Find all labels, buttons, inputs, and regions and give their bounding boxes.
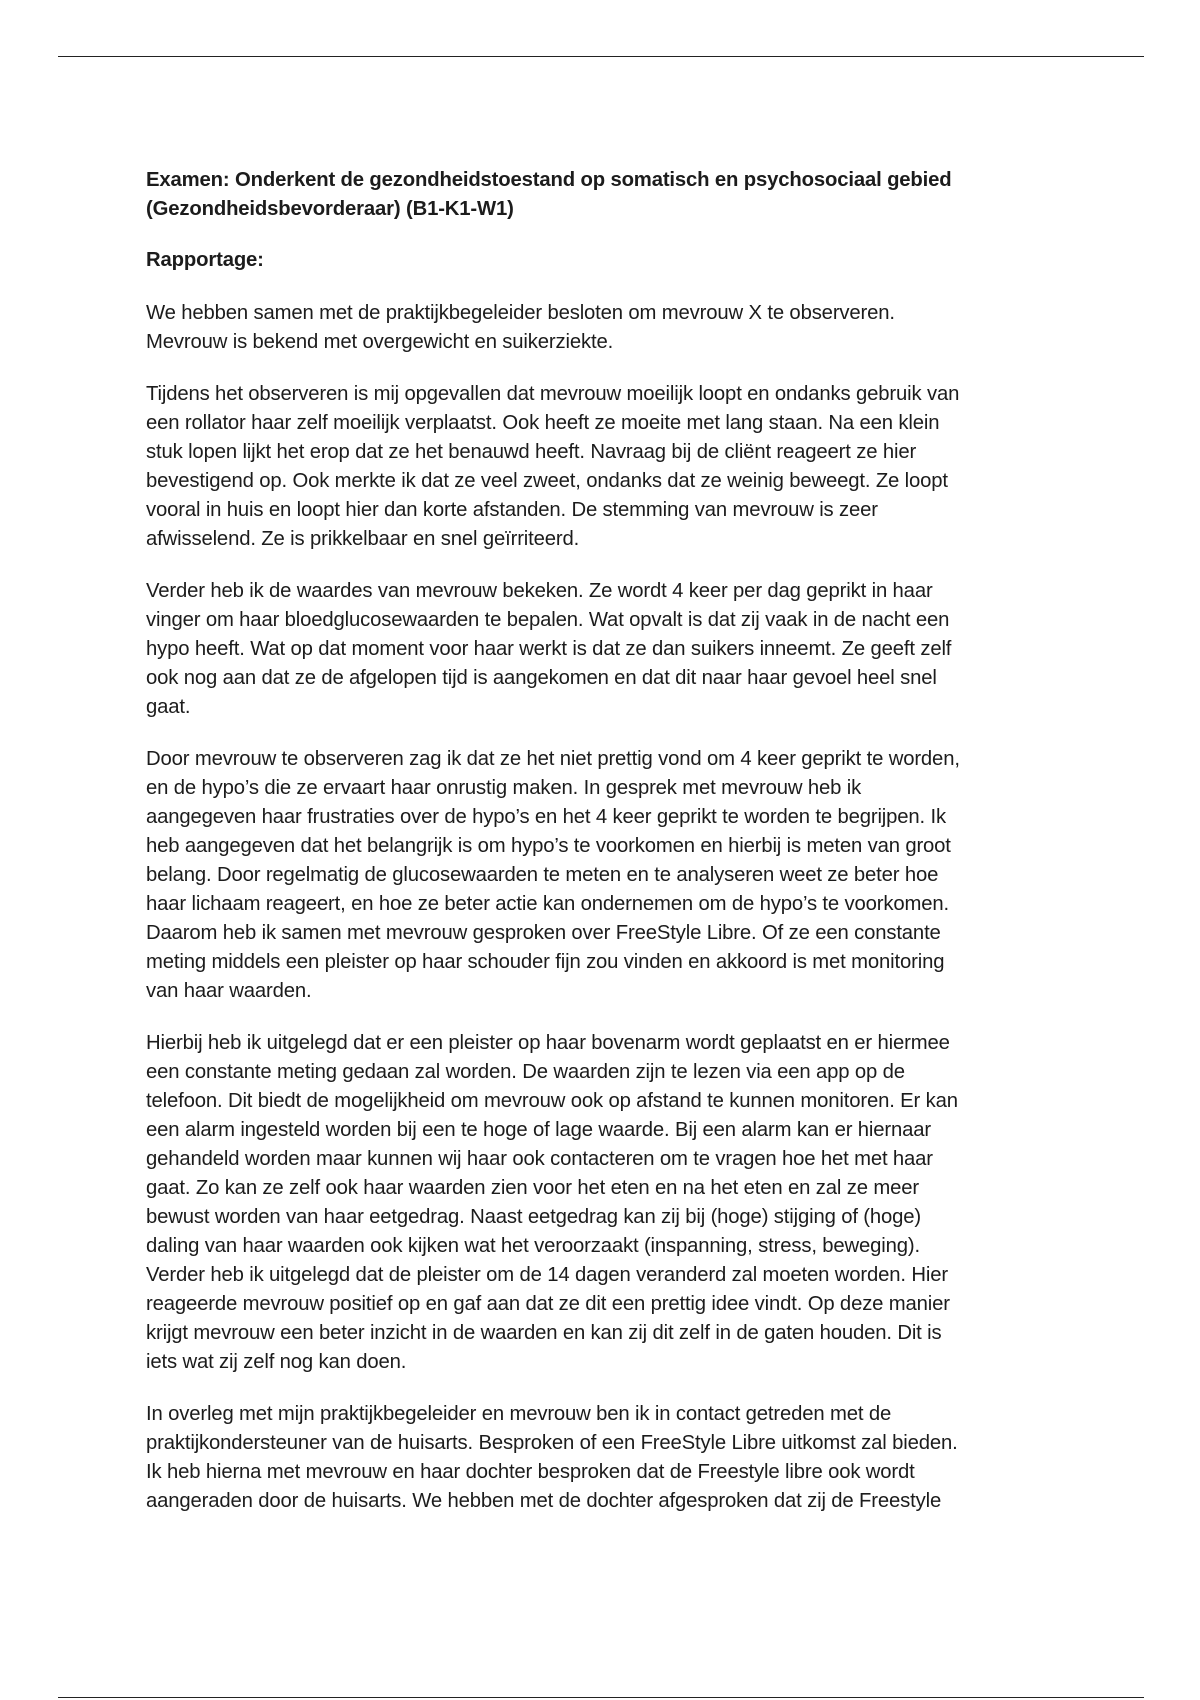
report-paragraph [146,299,1066,357]
paragraph-line: Daarom heb ik samen met mevrouw gesproken over FreeStyle Libre. Of ze een constante [146,922,941,944]
section-heading: Rapportage: [146,249,264,271]
paragraph-line: gehandeld worden maar kunnen wij haar ook contacteren om te vragen hoe het met haar [146,1148,933,1170]
paragraph-line: afwisselend. Ze is prikkelbaar en snel geïrriteerd. [146,528,580,550]
paragraph-line: Door mevrouw te observeren zag ik dat ze het niet prettig vond om 4 keer geprikt te worden, [146,748,960,770]
paragraph-line: Ik heb hierna met mevrouw en haar dochter besproken dat de Freestyle libre ook wordt [146,1461,915,1483]
paragraph-line: gaat. [146,696,191,718]
paragraph-line: haar lichaam reageert, en hoe ze beter actie kan ondernemen om de hypo’s te voorkomen. [146,893,949,915]
exam-title-line: Examen: Onderkent de gezondheidstoestand op somatisch en psychosociaal gebied [146,169,952,191]
paragraph-line: telefoon. Dit biedt de mogelijkheid om mevrouw ook op afstand te kunnen monitoren. Er kan [146,1090,958,1112]
paragraph-line: Verder heb ik de waardes van mevrouw bekeken. Ze wordt 4 keer per dag geprikt in haar [146,580,933,602]
report-paragraph [146,1029,1066,1377]
report-paragraph [146,1400,1066,1516]
paragraph-line: iets wat zij zelf nog kan doen. [146,1351,407,1373]
paragraph-line: meting middels een pleister op haar schouder fijn zou vinden en akkoord is met monitoring [146,951,945,973]
paragraph-line: heb aangegeven dat het belangrijk is om hypo’s te voorkomen en hierbij is meten van groot [146,835,951,857]
paragraph-line: en de hypo’s die ze ervaart haar onrustig maken. In gesprek met mevrouw heb ik [146,777,862,799]
top-rule [58,56,1144,57]
paragraph-line: een alarm ingesteld worden bij een te hoge of lage waarde. Bij een alarm kan er hiernaar [146,1119,932,1141]
paragraph-line: een rollator haar zelf moeilijk verplaatst. Ook heeft ze moeite met lang staan. Na een klein [146,412,940,434]
paragraph-line: aangegeven haar frustraties over de hypo’s en het 4 keer geprikt te worden te begrijpen. Ik [146,806,946,828]
paragraph-line: vinger om haar bloedglucosewaarden te bepalen. Wat opvalt is dat zij vaak in de nacht een [146,609,950,631]
bottom-rule [58,1697,1144,1698]
paragraph-line: bewust worden van haar eetgedrag. Naast eetgedrag kan zij bij (hoge) stijging of (hoge) [146,1206,922,1228]
paragraph-line: Hierbij heb ik uitgelegd dat er een pleister op haar bovenarm wordt geplaatst en er hiermee [146,1032,950,1054]
paragraph-line: krijgt mevrouw een beter inzicht in de waarden en kan zij dit zelf in de gaten houden. Dit is [146,1322,942,1344]
paragraph-line: Tijdens het observeren is mij opgevallen dat mevrouw moeilijk loopt en ondanks gebruik van [146,383,960,405]
exam-title-line: (Gezondheidsbevorderaar) (B1-K1-W1) [146,198,514,220]
paragraph-line: daling van haar waarden ook kijken wat het veroorzaakt (inspanning, stress, beweging). [146,1235,921,1257]
paragraph-line: gaat. Zo kan ze zelf ook haar waarden zien voor het eten en na het eten en zal ze meer [146,1177,919,1199]
document-body [146,166,1066,1539]
paragraph-line: een constante meting gedaan zal worden. De waarden zijn te lezen via een app op de [146,1061,905,1083]
paragraph-line: hypo heeft. Wat op dat moment voor haar werkt is dat ze dan suikers inneemt. Ze geeft zelf [146,638,952,660]
paragraph-line: Verder heb ik uitgelegd dat de pleister om de 14 dagen veranderd zal moeten worden. Hier [146,1264,948,1286]
report-paragraph [146,577,1066,722]
report-paragraph [146,745,1066,1006]
paragraph-line: praktijkondersteuner van de huisarts. Besproken of een FreeStyle Libre uitkomst zal bieden. [146,1432,958,1454]
paragraph-line: bevestigend op. Ook merkte ik dat ze veel zweet, ondanks dat ze weinig beweegt. Ze loopt [146,470,948,492]
paragraph-line: ook nog aan dat ze de afgelopen tijd is aangekomen en dat dit naar haar gevoel heel snel [146,667,937,689]
report-paragraphs [146,299,1066,1516]
exam-title [146,166,1066,224]
paragraph-line: We hebben samen met de praktijkbegeleider besloten om mevrouw X te observeren. [146,302,895,324]
paragraph-line: belang. Door regelmatig de glucosewaarden te meten en te analyseren weet ze beter hoe [146,864,939,886]
report-paragraph [146,380,1066,554]
paragraph-line: Mevrouw is bekend met overgewicht en suikerziekte. [146,331,614,353]
paragraph-line: vooral in huis en loopt hier dan korte afstanden. De stemming van mevrouw is zeer [146,499,878,521]
paragraph-line: stuk lopen lijkt het erop dat ze het benauwd heeft. Navraag bij de cliënt reageert ze hier [146,441,917,463]
paragraph-line: In overleg met mijn praktijkbegeleider en mevrouw ben ik in contact getreden met de [146,1403,892,1425]
paragraph-line: aangeraden door de huisarts. We hebben met de dochter afgesproken dat zij de Freestyle [146,1490,942,1512]
paragraph-line: van haar waarden. [146,980,312,1002]
paragraph-line: reageerde mevrouw positief op en gaf aan dat ze dit een prettig idee vindt. Op deze manier [146,1293,950,1315]
